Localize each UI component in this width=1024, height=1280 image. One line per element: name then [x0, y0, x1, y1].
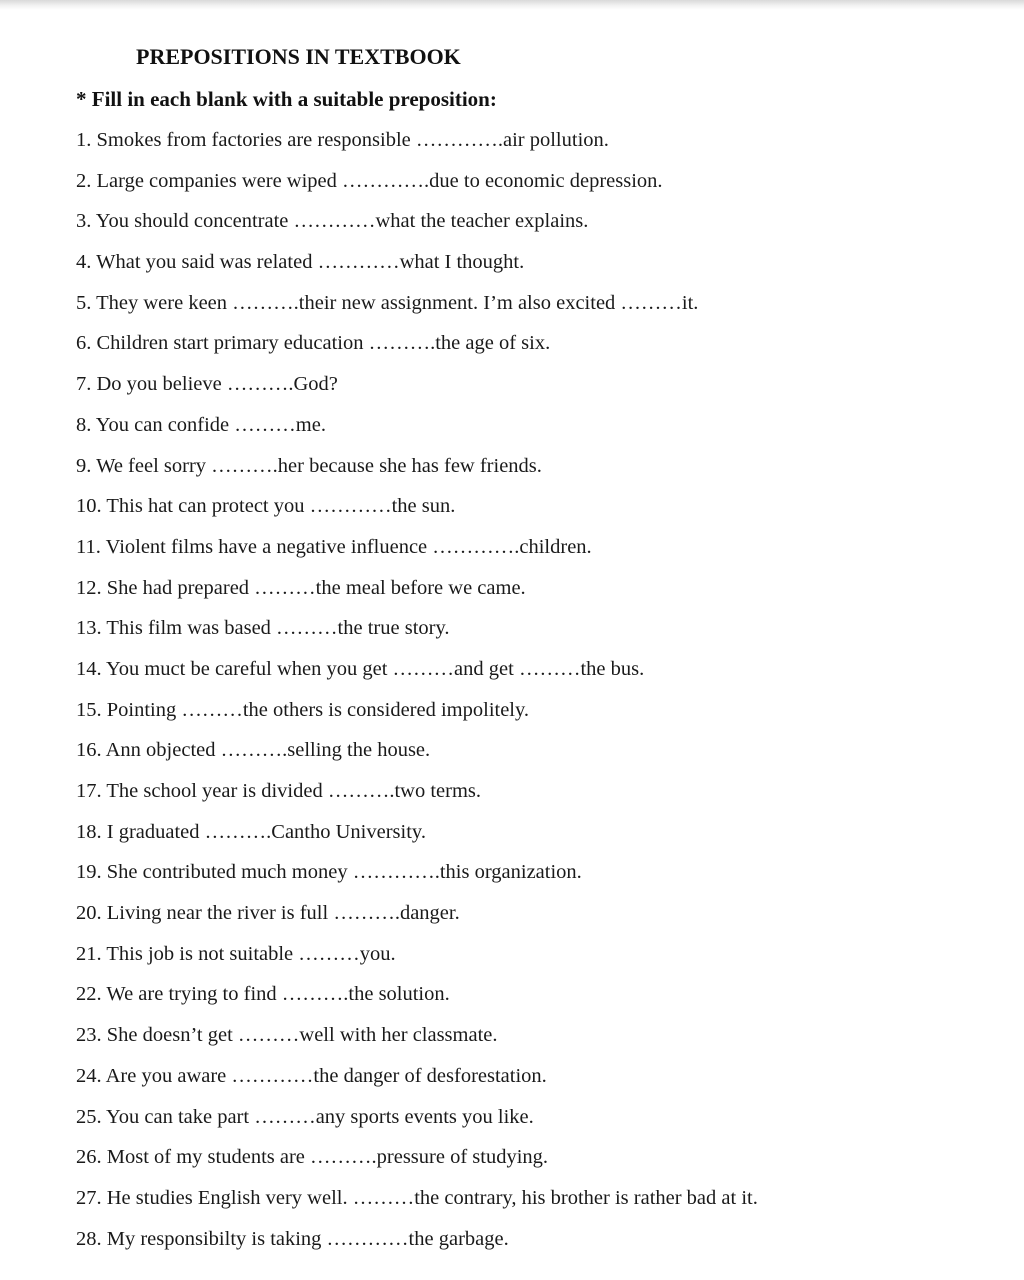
question-item: 22. We are trying to find ……….the solution.	[76, 983, 450, 1006]
question-item: 15. Pointing ………the others is considered impolitely.	[76, 698, 530, 721]
question-item: 6. Children start primary education ……….the age of six.	[76, 332, 551, 355]
question-item: 24. Are you aware …………the danger of desforestation.	[76, 1064, 547, 1087]
question-item: 10. This hat can protect you …………the sun.	[76, 495, 456, 518]
question-item: 9. We feel sorry ……….her because she has few friends.	[76, 454, 542, 477]
question-item: 17. The school year is divided ……….two terms.	[76, 780, 482, 802]
question-item: 4. What you said was related …………what I thought.	[76, 251, 525, 274]
question-item: 19. She contributed much money ………….this organization.	[76, 861, 582, 884]
question-list	[76, 124, 758, 1263]
question-item: 7. Do you believe ……….God?	[76, 373, 338, 396]
question-item: 2. Large companies were wiped ………….due to economic depression.	[76, 169, 663, 192]
question-item: 27. He studies English very well. ………the contrary, his brother is rather bad at it.	[76, 1186, 758, 1209]
question-item: 1. Smokes from factories are responsible ………….air pollution.	[76, 129, 609, 151]
question-item: 12. She had prepared ………the meal before we came.	[76, 576, 526, 599]
question-item: 16. Ann objected ……….selling the house.	[76, 739, 431, 762]
question-item: 11. Violent films have a negative influence ………….children.	[76, 535, 592, 558]
instruction-text: * Fill in each blank with a suitable preposition:	[76, 87, 497, 111]
question-item: 25. You can take part ………any sports events you like.	[76, 1105, 534, 1128]
question-item: 18. I graduated ……….Cantho University.	[76, 820, 426, 843]
question-item: 5. They were keen ……….their new assignment. I’m also excited ………it.	[76, 291, 699, 314]
question-item: 28. My responsibilty is taking …………the garbage.	[76, 1227, 509, 1250]
question-item: 8. You can confide ………me.	[76, 413, 326, 436]
question-item: 26. Most of my students are ……….pressure of studying.	[76, 1146, 549, 1169]
question-item: 13. This film was based ………the true story.	[76, 617, 450, 640]
question-item: 23. She doesn’t get ………well with her classmate.	[76, 1024, 498, 1047]
question-item: 14. You muct be careful when you get ………and get ………the bus.	[76, 657, 645, 680]
document-title: PREPOSITIONS IN TEXTBOOK	[136, 44, 461, 69]
question-item: 3. You should concentrate …………what the teacher explains.	[76, 210, 589, 233]
question-item: 20. Living near the river is full ……….danger.	[76, 902, 460, 925]
page-top-edge	[0, 0, 1024, 10]
question-item: 21. This job is not suitable ………you.	[76, 942, 396, 965]
